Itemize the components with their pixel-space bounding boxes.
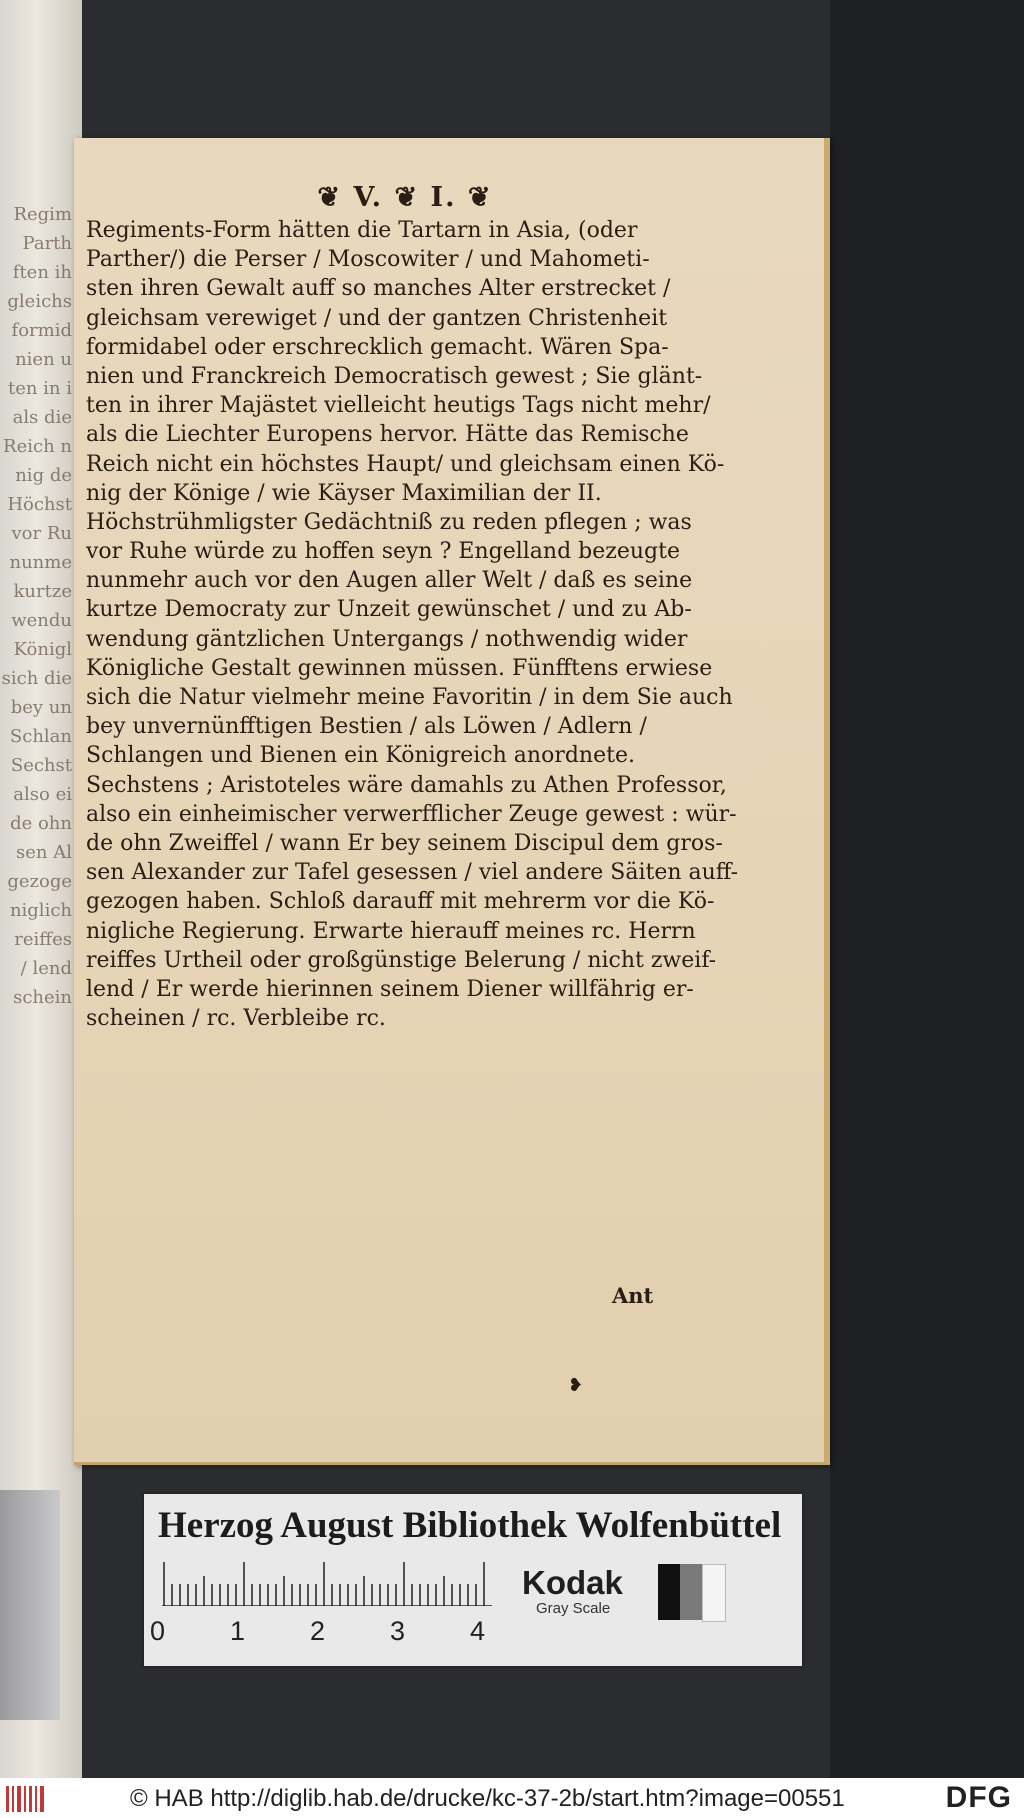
text-line: nien und Franckreich Democratisch gewest ; Sie glänt-: [86, 363, 703, 389]
bleed-line: bey un: [10, 697, 72, 718]
page-header: ❦ V. ❦ I. ❦: [317, 182, 493, 213]
kodak-logo: Kodak: [522, 1564, 623, 1601]
text-line: als die Liechter Europens hervor. Hätte das Remische: [86, 422, 689, 448]
text-line: Parther/) die Perser / Moscowiter / und Mahometi-: [86, 247, 650, 273]
bleed-line: sen Al: [16, 842, 72, 863]
text-line: de ohn Zweiffel / wann Er bey seinem Discipul dem gros-: [86, 830, 723, 856]
text-line: gleichsam verewiget / und der gantzen Christenheit: [86, 305, 668, 331]
bleed-line: kurtze: [13, 581, 72, 602]
bleed-line: Königl: [13, 639, 72, 660]
ruler-number: 1: [230, 1616, 246, 1646]
gray-scale-label: Gray Scale: [536, 1600, 611, 1617]
bleed-line: de ohn: [10, 813, 72, 834]
bleed-line: sich die: [1, 668, 72, 689]
text-line: scheinen / rc. Verbleibe rc.: [86, 1006, 386, 1032]
library-title: Herzog August Bibliothek Wolfenbüttel: [158, 1505, 782, 1546]
ruler-number: 0: [150, 1616, 166, 1646]
text-line: Königliche Gestalt gewinnen müssen. Fünfftens erwiese: [86, 655, 713, 681]
barcode-icon: [6, 1786, 48, 1812]
bleed-line: gezoge: [7, 871, 72, 892]
bleed-line: nig de: [15, 465, 72, 486]
bleed-line: Schlan: [9, 726, 72, 747]
text-line: sich die Natur vielmehr meine Favoritin / in dem Sie auch: [86, 685, 733, 710]
text-line: gezogen haben. Schloß darauff mit mehrerm vor die Kö-: [86, 889, 715, 915]
text-line: kurtze Democraty zur Unzeit gewünschet / und zu Ab-: [86, 597, 692, 623]
text-line: sen Alexander zur Tafel gesessen / viel andere Säiten auff-: [86, 860, 739, 886]
facing-page-bleed-text: [0, 200, 72, 1012]
bleed-line: Parth: [22, 233, 72, 254]
bleed-line: Sechst: [10, 755, 72, 776]
bleed-line: Regim: [13, 204, 72, 225]
page-body-text: [86, 216, 739, 1033]
text-line: Reich nicht ein höchstes Haupt/ und gleichsam einen Kö-: [86, 451, 725, 477]
bleed-line: also ei: [13, 784, 72, 805]
ruler-number: 4: [470, 1616, 486, 1646]
text-line: ten in ihrer Majästet vielleicht heutigs Tags nicht mehr/: [86, 393, 711, 419]
swatch-black: [658, 1564, 680, 1620]
text-line: wendung gäntzlichen Untergangs / nothwendig wider: [86, 626, 688, 652]
bleed-line: als die: [12, 407, 72, 428]
text-line: bey unvernünfftigen Bestien / als Löwen / Adlern /: [86, 714, 647, 740]
bleed-line: nien u: [15, 349, 72, 370]
text-line: nigliche Regierung. Erwarte hierauff meines rc. Herrn: [86, 918, 696, 944]
footer-bar: [0, 1778, 1024, 1818]
text-line: also ein einheimischer verwerfflicher Zeuge gewest : wür-: [86, 801, 737, 827]
text-line: sten ihren Gewalt auff so manches Alter erstrecket /: [86, 276, 671, 302]
text-line: Regiments-Form hätten die Tartarn in Asia, (oder: [86, 218, 638, 243]
bleed-line: schein: [13, 987, 72, 1008]
bleed-line: gleichs: [7, 291, 72, 312]
color-reference-card: [144, 1494, 802, 1666]
text-line: Höchstrühmligster Gedächtniß zu reden pflegen ; was: [86, 509, 692, 535]
bleed-line: ften ih: [12, 262, 72, 283]
bleed-line: Reich n: [3, 436, 72, 457]
bleed-line: wendu: [11, 610, 72, 631]
swatch-white: [702, 1564, 726, 1622]
catchword: Ant: [612, 1283, 654, 1308]
text-line: Schlangen und Bienen ein Königreich anordnete.: [86, 743, 635, 769]
bleed-line: lend /: [20, 958, 72, 979]
text-line: nig der Könige / wie Käyser Maximilian der II.: [86, 480, 602, 506]
ruler-scale: [162, 1562, 492, 1606]
ruler-number: 3: [390, 1616, 406, 1646]
swatch-gray: [680, 1564, 702, 1620]
text-line: lend / Er werde hierinnen seinem Diener willfährig er-: [86, 976, 694, 1002]
bleed-line: niglich: [9, 900, 72, 921]
text-line: formidabel oder erschrecklich gemacht. Wären Spa-: [86, 334, 669, 360]
text-line: reiffes Urtheil oder großgünstige Belerung / nicht zweif-: [86, 947, 717, 973]
ruler-number: 2: [310, 1616, 326, 1646]
bleed-line: Höchst: [7, 494, 72, 515]
bleed-line: vor Ru: [11, 523, 72, 544]
text-line: Sechstens ; Aristoteles wäre damahls zu Athen Professor,: [86, 772, 727, 798]
page-mark: ❥: [568, 1375, 584, 1396]
book-edge-strip: [0, 1490, 60, 1720]
text-line: nunmehr auch vor den Augen aller Welt / daß es seine: [86, 568, 693, 594]
copyright-link[interactable]: © HAB http://diglib.hab.de/drucke/kc-37-2b/start.htm?image=00551: [130, 1785, 845, 1812]
dark-background: [830, 0, 1024, 1778]
text-line: vor Ruhe würde zu hoffen seyn ? Engelland bezeugte: [86, 539, 680, 565]
bleed-line: nunme: [9, 552, 72, 573]
dfg-logo: DFG: [945, 1781, 1012, 1814]
bleed-line: ten in i: [7, 378, 72, 399]
bleed-line: reiffes: [14, 929, 72, 950]
bleed-line: formid: [11, 320, 72, 341]
